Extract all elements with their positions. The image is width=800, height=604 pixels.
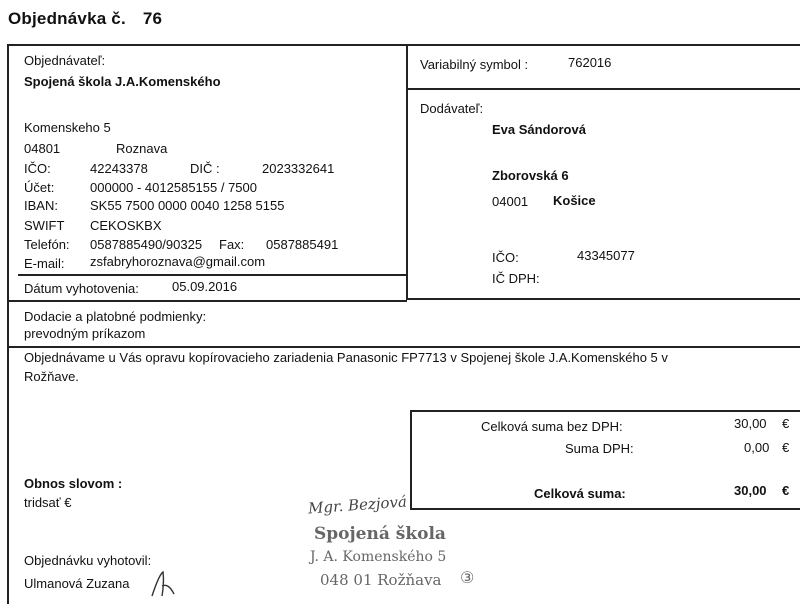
delivery-value: prevodným príkazom <box>24 326 146 341</box>
customer-dic-label: DIČ : <box>190 161 220 176</box>
initials-signature-icon <box>148 566 178 600</box>
order-title <box>8 9 162 29</box>
supplier-name: Eva Sándorová <box>492 122 586 137</box>
net-total-currency: € <box>782 416 790 431</box>
supplier-ico-label: IČO: <box>492 250 519 265</box>
customer-email: zsfabryhoroznava@gmail.com <box>90 254 266 269</box>
grand-total-value: 30,00 <box>734 483 767 498</box>
customer-phone: 0587885490/90325 <box>90 237 203 252</box>
description-top <box>7 346 800 348</box>
customer-dic: 2023332641 <box>262 161 335 176</box>
variable-symbol-value: 762016 <box>568 55 612 70</box>
supplier-zip: 04001 <box>492 194 529 209</box>
supplier-city: Košice <box>553 193 596 208</box>
date-box-bottom <box>7 300 407 302</box>
customer-account-label: Účet: <box>24 180 55 195</box>
customer-iban-label: IBAN: <box>24 198 58 213</box>
prepared-by-label: Objednávku vyhotovil: <box>24 553 152 568</box>
delivery-label: Dodacie a platobné podmienky: <box>24 309 207 324</box>
frame-top <box>7 44 800 46</box>
customer-zip: 04801 <box>24 141 61 156</box>
customer-swift: CEKOSKBX <box>90 218 162 233</box>
totals-box-top <box>410 410 800 412</box>
description-line1: Objednávame u Vás opravu kopírovacieho zariadenia Panasonic FP7713 v Spojenej škole J.A.Komenského 5 v <box>24 350 668 365</box>
issue-date-label: Dátum vyhotovenia: <box>24 281 139 296</box>
description-line2: Rožňave. <box>24 369 79 384</box>
net-total-label: Celková suma bez DPH: <box>481 419 623 434</box>
customer-fax-label: Fax: <box>219 237 245 252</box>
customer-iban: SK55 7500 0000 0040 1258 5155 <box>90 198 285 213</box>
vat-label: Suma DPH: <box>565 441 634 456</box>
stamp-line3: 048 01 Rožňava <box>320 571 442 589</box>
order-number: 76 <box>142 9 163 28</box>
customer-ico: 42243378 <box>90 161 148 176</box>
vat-value: 0,00 <box>744 440 770 455</box>
totals-box-left <box>410 410 412 509</box>
stamp-line2: J. A. Komenského 5 <box>310 549 447 565</box>
amount-words-value: tridsať € <box>24 495 72 510</box>
prepared-by-name: Ulmanová Zuzana <box>24 576 130 591</box>
date-box-top <box>18 274 406 276</box>
customer-street: Komenskeho 5 <box>24 120 111 135</box>
customer-city: Roznava <box>116 141 168 156</box>
customer-phone-label: Telefón: <box>24 237 70 252</box>
stamp-line1: Spojená škola <box>314 524 446 544</box>
customer-fax: 0587885491 <box>266 237 339 252</box>
supplier-street: Zborovská 6 <box>492 168 569 183</box>
order-title-label: Objednávka č. <box>8 9 126 28</box>
supplier-box-bottom <box>406 298 800 300</box>
amount-words-label: Obnos slovom : <box>24 476 123 491</box>
totals-box-bottom <box>410 508 800 510</box>
customer-name: Spojená škola J.A.Komenského <box>24 74 221 89</box>
variable-symbol-label: Variabilný symbol : <box>420 57 529 72</box>
supplier-ico: 43345077 <box>577 248 635 263</box>
customer-swift-label: SWIFT <box>24 218 65 233</box>
director-signature: Mgr. Bezjová <box>307 492 408 518</box>
frame-left <box>7 44 9 604</box>
customer-ico-label: IČO: <box>24 161 51 176</box>
customer-heading: Objednávateľ: <box>24 53 106 68</box>
grand-total-label: Celková suma: <box>534 486 626 501</box>
vat-currency: € <box>782 440 790 455</box>
customer-email-label: E-mail: <box>24 256 65 271</box>
supplier-icdph-label: IČ DPH: <box>492 271 540 286</box>
customer-account: 000000 - 4012585155 / 7500 <box>90 180 257 195</box>
net-total-value: 30,00 <box>734 416 767 431</box>
supplier-heading: Dodávateľ: <box>420 101 484 116</box>
grand-total-currency: € <box>782 483 790 498</box>
issue-date-value: 05.09.2016 <box>172 279 238 294</box>
supplier-box-top <box>406 88 800 90</box>
frame-middle-divider <box>406 44 408 300</box>
stamp-number-mark: ③ <box>460 568 475 587</box>
